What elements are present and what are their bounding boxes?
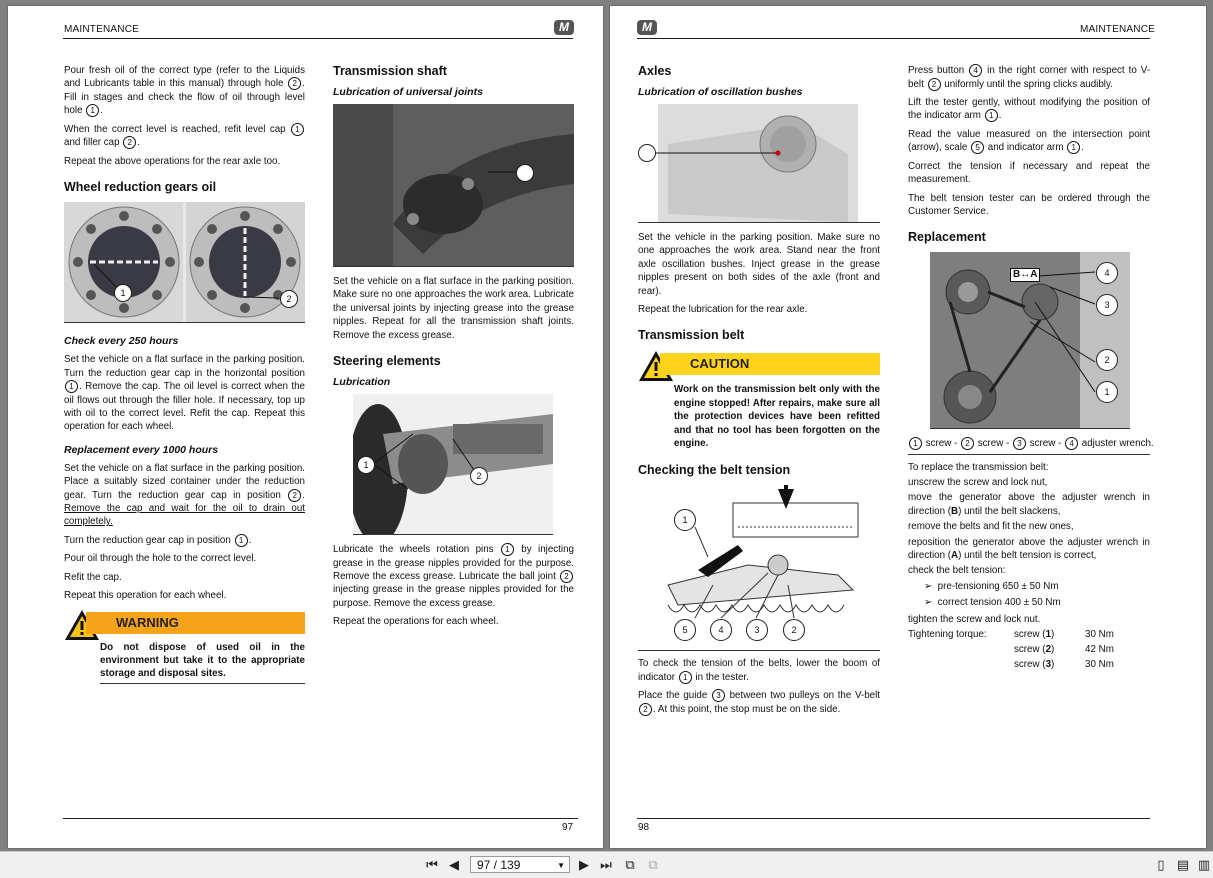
engine-photo (930, 252, 1130, 429)
step: remove the belts and fit the new ones, (908, 521, 1074, 533)
right-column-1 (638, 64, 880, 721)
paragraph: Set the vehicle on a flat surface in the parking position. Place a suitably sized container under the reduction gear. Turn the reduction gear cap in position 2 . Remove the cap and wait for the oil to drain out completely. (64, 462, 305, 528)
warning-rule (100, 683, 305, 684)
callout-1: 1 (357, 456, 375, 474)
section-heading: Axles (638, 64, 672, 78)
callout-4: 4 (710, 619, 732, 641)
footer-rule (63, 818, 578, 819)
header-rule (63, 38, 573, 39)
subheading: Replacement every 1000 hours (64, 443, 219, 456)
callout-2: 2 (280, 290, 298, 308)
header-rule (637, 38, 1150, 39)
wheel-hub-photo (64, 202, 305, 323)
warning-box (64, 609, 305, 679)
paragraph: Press button 4 in the right corner with respect to V-belt 2 uniformly until the spring clicks audibly. (908, 65, 1150, 90)
paragraph: Correct the tension if necessary and repeat the measurement. (908, 160, 1150, 186)
right-page (610, 6, 1206, 848)
table-row (908, 658, 1114, 673)
paragraph: Repeat the above operations for the rear axle too. (64, 155, 281, 167)
single-page-view-icon[interactable]: ▯ (1157, 857, 1165, 872)
section-heading: Checking the belt tension (638, 463, 791, 478)
torque-screw: screw (1) (1014, 629, 1055, 640)
paragraph: Set the vehicle in the parking position. Make sure no one approaches the work area. Stand near the front axle oscillation bushes. Inject grease in the grease nipples present on both sides of the axle (front and rear). (638, 232, 880, 297)
callout (638, 144, 656, 162)
brand-logo: M (637, 20, 657, 35)
section-heading: Transmission belt (638, 328, 745, 343)
torque-screw: screw (2) (1014, 644, 1055, 655)
subheading: Check every 250 hours (64, 335, 179, 348)
step: unscrew the screw and lock nut, (908, 476, 1048, 488)
next-page-icon[interactable]: ▶ (579, 857, 589, 872)
paragraph: Place the guide 3 between two pulleys on the V-belt 2 . At this point, the stop must be on the side. (638, 690, 880, 715)
page-number: 98 (638, 822, 650, 833)
table-row (908, 628, 1114, 643)
paragraph: Refit the cap. (64, 571, 122, 583)
caution-label: CAUTION (660, 353, 880, 375)
bullet-item: ➢ correct tension 400 ± 50 Nm (924, 597, 1061, 609)
copy-page-icon[interactable]: ⧉ (625, 857, 635, 872)
brand-logo: M (554, 20, 574, 35)
callout-2: 2 (1096, 349, 1118, 371)
oscillation-bush-photo (638, 104, 880, 223)
paragraph: Repeat the lubrication for the rear axle. (638, 304, 808, 316)
page-number-input[interactable]: 97 / 139 ▼ (470, 856, 570, 873)
right-column-2 (908, 64, 1154, 673)
belt-tester-diagram (638, 485, 880, 651)
paragraph: Set the vehicle on a flat surface in the parking position. Make sure no one approaches the work area. Lubricate the universal joints by injecting grease into the grease nipples. Repeat for all the transmission shaft joints. Remove the excess grease. (333, 276, 574, 341)
chevron-down-icon[interactable]: ▼ (557, 861, 565, 870)
continuous-view-icon[interactable]: ▤ (1176, 857, 1190, 872)
torque-value: 30 Nm (1085, 659, 1114, 670)
paragraph: Set the vehicle on a flat surface in the parking position. Turn the reduction gear cap in the horizontal position 1 . Remove the cap. The oil level is correct when the oil flows out through the filler hole. If necessary, top up with oil to the correct level. Refit the cap. Repeat this operation for each wheel. (64, 354, 305, 433)
callout-1: 1 (674, 509, 696, 531)
section-heading: Transmission shaft (333, 64, 447, 78)
bullet-item: ➢ pre-tensioning 650 ± 50 Nm (924, 580, 1059, 592)
callout-2: 2 (470, 467, 488, 485)
paragraph: To check the tension of the belts, lower the boom of indicator 1 in the tester. (638, 658, 880, 683)
torque-value: 30 Nm (1085, 629, 1114, 640)
viewer-toolbar (0, 851, 1213, 878)
warning-text: Do not dispose of used oil in the environment but take it to the appropriate storage and disposal sites. (100, 641, 305, 680)
footer-rule (637, 818, 1150, 819)
paragraph: Repeat the operations for each wheel. (333, 616, 499, 628)
engine-caption: 1 screw - 2 screw - 3 screw - 4 adjuster wrench. (908, 437, 1150, 454)
step: check the belt tension: (908, 565, 1006, 577)
direction-tag: B↔A (1010, 268, 1040, 282)
subheading: Lubrication of universal joints (333, 86, 483, 98)
section-heading: Replacement (908, 230, 986, 245)
paragraph: When the correct level is reached, refit level cap 1 and filler cap 2 . (64, 123, 305, 150)
callout-3: 3 (1096, 294, 1118, 316)
caution-text: Work on the transmission belt only with the engine stopped! After repairs, make sure all the protection devices have been refitted and that no tool has been forgotten on the engine. (674, 384, 880, 450)
left-column-2 (333, 64, 574, 634)
caution-box (638, 350, 880, 455)
torque-table (908, 628, 1114, 673)
torque-label: Tightening torque: (908, 629, 987, 640)
subheading: Lubrication of oscillation bushes (638, 86, 803, 98)
section-heading: Wheel reduction gears oil (64, 180, 217, 195)
replacement-steps (908, 461, 1150, 673)
paste-page-icon[interactable]: ⧉ (648, 857, 658, 872)
step: tighten the screw and lock nut. (908, 613, 1041, 625)
paragraph: Repeat this operation for each wheel. (64, 590, 227, 602)
first-page-icon[interactable]: ⏮ (426, 857, 438, 872)
warning-label: WARNING (86, 612, 305, 634)
paragraph: Read the value measured on the intersection point (arrow), scale 5 and indicator arm 1 . (908, 128, 1150, 154)
previous-page-icon[interactable]: ◀ (449, 857, 459, 872)
two-page-view-icon[interactable]: ▥ (1197, 857, 1211, 872)
header-section-title: MAINTENANCE (1080, 24, 1155, 35)
subheading: Lubrication (333, 376, 391, 389)
callout-1: 1 (1096, 381, 1118, 403)
callout-1: 1 (114, 284, 132, 302)
callout-2: 2 (783, 619, 805, 641)
last-page-icon[interactable]: ⏭ (600, 857, 612, 872)
steering-joint-photo (353, 394, 553, 535)
callout-5: 5 (674, 619, 696, 641)
step: move the generator above the adjuster wrench in direction (B) until the belt slackens, (908, 492, 1150, 517)
paragraph: Lubricate the wheels rotation pins 1 by injecting grease in the grease nipples provided for the purpose. Remove the excess grease. Lubricate the ball joint 2 injecting grease in the grease nipples provided for the purpose. Remove the excess grease. (333, 544, 574, 609)
callout (516, 164, 534, 182)
table-row (908, 643, 1114, 658)
step: reposition the generator above the adjuster wrench in direction (A) until the belt tension is correct, (908, 536, 1150, 561)
left-page (8, 6, 603, 848)
paragraph: Pour oil through the hole to the correct level. (64, 553, 257, 565)
left-column-1 (64, 64, 305, 679)
universal-joint-photo (333, 104, 574, 267)
torque-screw: screw (3) (1014, 659, 1055, 670)
paragraph: Pour fresh oil of the correct type (refer to the Liquids and Lubricants table in this manual) through hole 2 . Fill in stages and check the flow of oil through level hole 1 . (64, 65, 305, 117)
header-section-title: MAINTENANCE (64, 24, 139, 35)
paragraph: Lift the tester gently, without modifying the position of the indicator arm 1 . (908, 97, 1150, 122)
page-number: 97 (562, 822, 574, 833)
callout-3: 3 (746, 619, 768, 641)
step: To replace the transmission belt: (908, 461, 1049, 473)
paragraph: The belt tension tester can be ordered through the Customer Service. (908, 192, 1150, 218)
section-heading: Steering elements (333, 354, 441, 369)
paragraph: Turn the reduction gear cap in position 1 . (64, 534, 252, 546)
torque-value: 42 Nm (1085, 644, 1114, 655)
callout-4: 4 (1096, 262, 1118, 284)
